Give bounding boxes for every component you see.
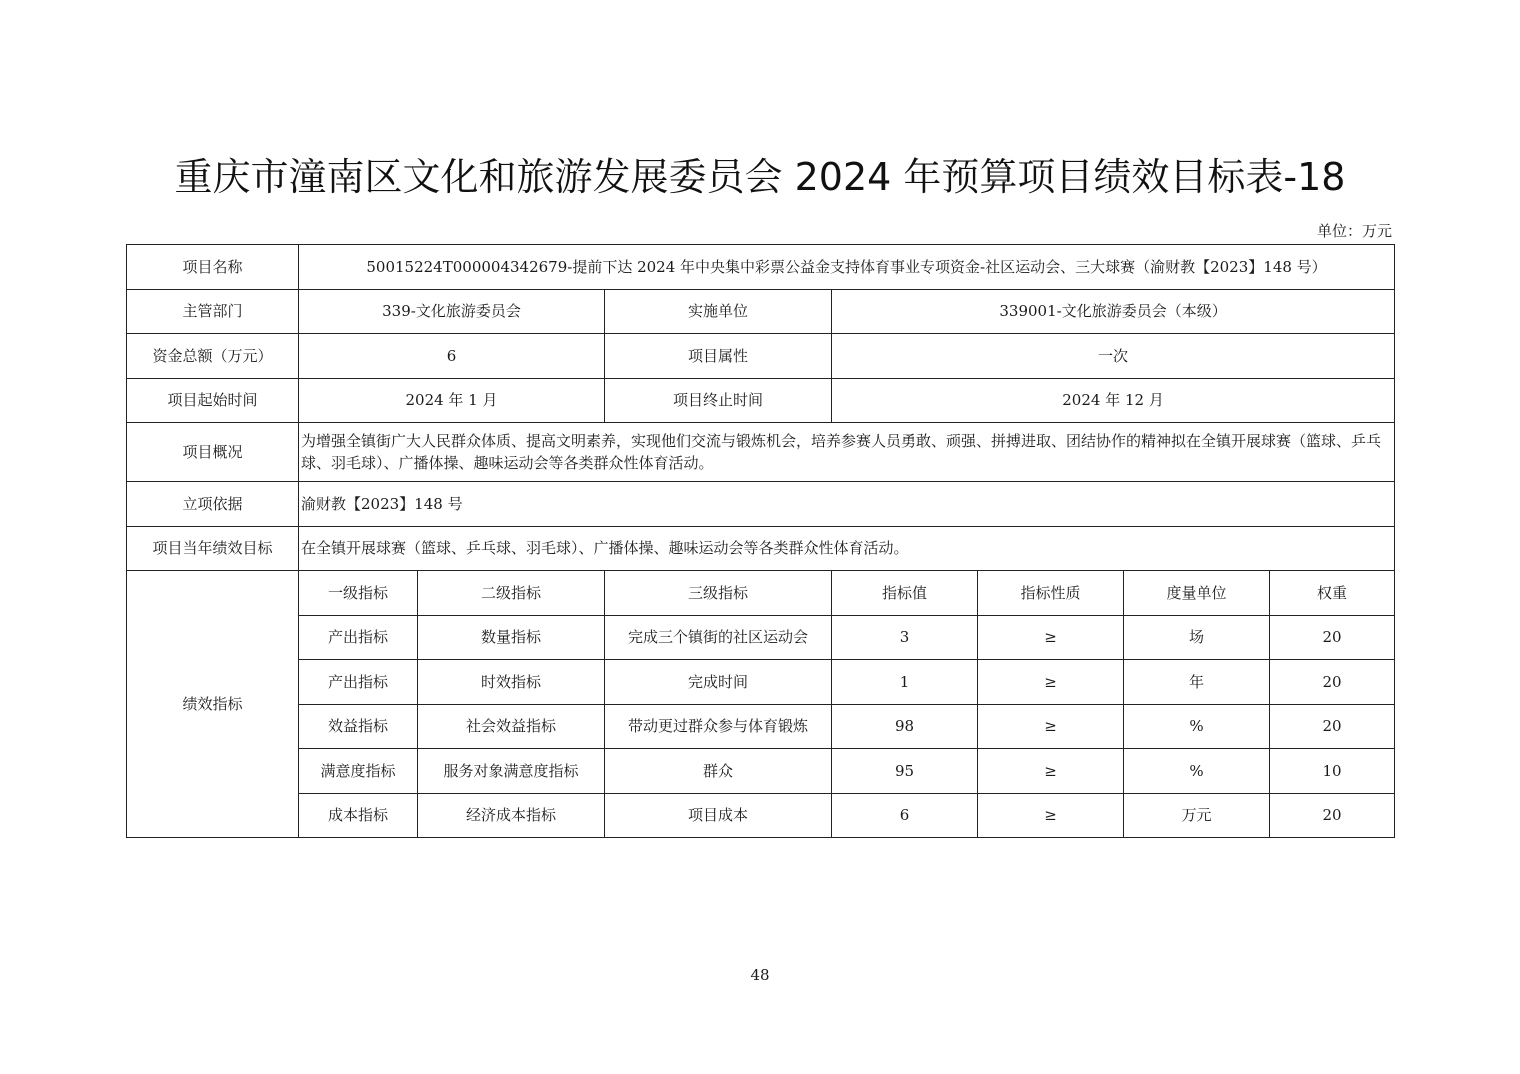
level2-cell: 经济成本指标: [418, 793, 605, 838]
header-cell: 指标性质: [978, 571, 1124, 616]
header-cell: 度量单位: [1124, 571, 1270, 616]
weight-cell: 20: [1270, 704, 1395, 749]
fund-value: 6: [299, 334, 605, 379]
level3-cell: 项目成本: [605, 793, 832, 838]
unit-cell: 万元: [1124, 793, 1270, 838]
level3-cell: 完成三个镇街的社区运动会: [605, 615, 832, 660]
level3-cell: 完成时间: [605, 660, 832, 705]
level2-cell: 时效指标: [418, 660, 605, 705]
weight-cell: 10: [1270, 749, 1395, 794]
end-value: 2024 年 12 月: [832, 378, 1395, 423]
unit-cell: %: [1124, 704, 1270, 749]
value-cell: 3: [832, 615, 978, 660]
level3-cell: 群众: [605, 749, 832, 794]
indicator-header-row: [127, 571, 1395, 616]
impl-label: 实施单位: [605, 289, 832, 334]
indicator-row: [127, 704, 1395, 749]
value-cell: 1: [832, 660, 978, 705]
performance-table: [126, 244, 1395, 838]
table-row: [127, 482, 1395, 527]
nature-cell: ≥: [978, 615, 1124, 660]
header-cell: 一级指标: [299, 571, 418, 616]
overview-label: 项目概况: [127, 423, 299, 482]
attr-value: 一次: [832, 334, 1395, 379]
basis-value: 渝财教【2023】148 号: [299, 482, 1395, 527]
table-row: [127, 289, 1395, 334]
level1-cell: 产出指标: [299, 660, 418, 705]
attr-label: 项目属性: [605, 334, 832, 379]
table-row: [127, 245, 1395, 290]
unit-label: 单位：万元: [1316, 222, 1392, 240]
basis-label: 立项依据: [127, 482, 299, 527]
page-number: 48: [750, 966, 770, 984]
indicator-row: [127, 615, 1395, 660]
level1-cell: 成本指标: [299, 793, 418, 838]
level1-cell: 满意度指标: [299, 749, 418, 794]
start-value: 2024 年 1 月: [299, 378, 605, 423]
weight-cell: 20: [1270, 660, 1395, 705]
weight-cell: 20: [1270, 615, 1395, 660]
value-cell: 6: [832, 793, 978, 838]
indicator-row: [127, 749, 1395, 794]
header-cell: 二级指标: [418, 571, 605, 616]
weight-cell: 20: [1270, 793, 1395, 838]
level1-cell: 产出指标: [299, 615, 418, 660]
indicator-row: [127, 660, 1395, 705]
nature-cell: ≥: [978, 660, 1124, 705]
dept-value: 339-文化旅游委员会: [299, 289, 605, 334]
unit-cell: %: [1124, 749, 1270, 794]
value-cell: 98: [832, 704, 978, 749]
project-name-label: 项目名称: [127, 245, 299, 290]
value-cell: 95: [832, 749, 978, 794]
project-name-value: 50015224T000004342679-提前下达 2024 年中央集中彩票公益金支持体育事业专项资金-社区运动会、三大球赛（渝财教【2023】148 号）: [299, 245, 1395, 290]
nature-cell: ≥: [978, 749, 1124, 794]
level3-cell: 带动更过群众参与体育锻炼: [605, 704, 832, 749]
header-cell: 三级指标: [605, 571, 832, 616]
table-row: [127, 526, 1395, 571]
overview-value: 为增强全镇街广大人民群众体质、提高文明素养，实现他们交流与锻炼机会，培养参赛人员勇敢、顽强、拼搏进取、团结协作的精神拟在全镇开展球赛（篮球、乒乓球、羽毛球）、广播体操、趣味运动会等各类群众性体育活动。: [299, 423, 1395, 482]
header-cell: 指标值: [832, 571, 978, 616]
end-label: 项目终止时间: [605, 378, 832, 423]
impl-value: 339001-文化旅游委员会（本级）: [832, 289, 1395, 334]
table-row: [127, 334, 1395, 379]
indicators-section-label: 绩效指标: [127, 571, 299, 838]
level2-cell: 社会效益指标: [418, 704, 605, 749]
level1-cell: 效益指标: [299, 704, 418, 749]
level2-cell: 服务对象满意度指标: [418, 749, 605, 794]
table-row: [127, 378, 1395, 423]
indicator-row: [127, 793, 1395, 838]
fund-label: 资金总额（万元）: [127, 334, 299, 379]
start-label: 项目起始时间: [127, 378, 299, 423]
nature-cell: ≥: [978, 793, 1124, 838]
goal-value: 在全镇开展球赛（篮球、乒乓球、羽毛球）、广播体操、趣味运动会等各类群众性体育活动。: [299, 526, 1395, 571]
nature-cell: ≥: [978, 704, 1124, 749]
goal-label: 项目当年绩效目标: [127, 526, 299, 571]
header-cell: 权重: [1270, 571, 1395, 616]
unit-cell: 场: [1124, 615, 1270, 660]
level2-cell: 数量指标: [418, 615, 605, 660]
table-row: [127, 423, 1395, 482]
page-title: 重庆市潼南区文化和旅游发展委员会 2024 年预算项目绩效目标表-18: [174, 155, 1346, 199]
unit-cell: 年: [1124, 660, 1270, 705]
dept-label: 主管部门: [127, 289, 299, 334]
